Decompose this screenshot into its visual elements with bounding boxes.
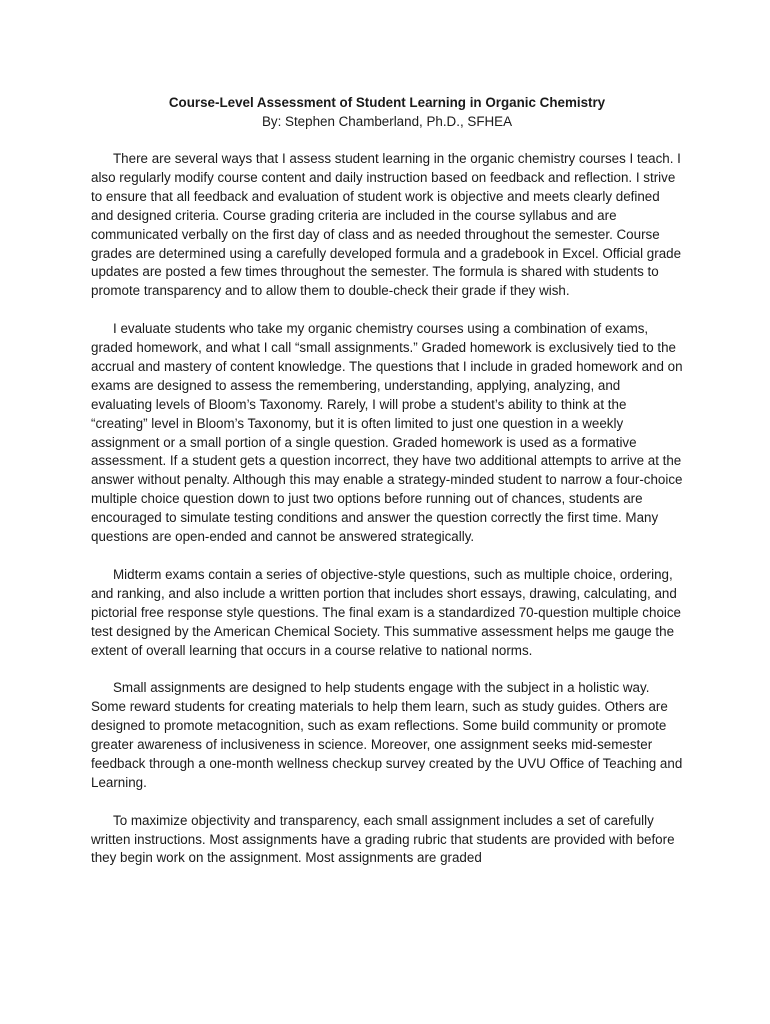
paragraph-objectivity-transparency: To maximize objectivity and transparency, each small assignment includes a set of carefully written instructions. Most assignments have a grading rubric that students are provided with before they begin work on the assignment. Most assignments are graded: [91, 812, 675, 866]
document-page: [91, 93, 683, 887]
paragraph-midterm-exams: Midterm exams contain a series of objective-style questions, such as multiple choice, ordering, and ranking, and also include a written portion that includes short essays, drawing, calculating, and pictorial free response style questions. The final exam is a standardized 70-question multiple choice test designed by the American Chemical Society. This summative assessment helps me gauge the extent of overall learning that occurs in a course relative to national norms.: [91, 566, 682, 658]
paragraph-evaluation-methods: I evaluate students who take my organic chemistry courses using a combination of exams, graded homework, and what I call “small assignments.” Graded homework is exclusively tied to the accrual and mastery of content knowledge. The questions that I include in graded homework and on exams are designed to assess the remembering, understanding, applying, analyzing, and evaluating levels of Bloom’s Taxonomy. Rarely, I will probe a student’s ability to think at the “creating” level in Bloom’s Taxonomy, but it is often limited to just one question in a weekly assignment or a small portion of a single question. Graded homework is used as a formative assessment. If a student gets a question incorrect, they have two additional attempts to arrive at the answer without penalty. Although this may enable a strategy-minded student to narrow a four-choice multiple choice question down to just two options before running out of chances, students are encouraged to simulate testing conditions and answer the question correctly the first time. Many questions are open-ended and cannot be answered strategically.: [91, 321, 683, 545]
author-byline: By: Stephen Chamberland, Ph.D., SFHEA: [261, 114, 513, 129]
paragraph-small-assignments: Small assignments are designed to help students engage with the subject in a holistic way. Some reward students for creating materials to help them learn, such as study guides. Others are designed to promote metacognition, such as exam reflections. Some build community or promote greater awareness of inclusiveness in science. Moreover, one assignment seeks mid-semester feedback through a one-month wellness checkup survey created by the UVU Office of Teaching and Learning.: [91, 680, 683, 790]
document-title: Course-Level Assessment of Student Learning in Organic Chemistry: [168, 95, 606, 110]
paragraph-assessment-overview: There are several ways that I assess student learning in the organic chemistry courses I teach. I also regularly modify course content and daily instruction based on feedback and reflection. I strive to ensure that all feedback and evaluation of student work is objective and meets clearly defined and designed criteria. Course grading criteria are included in the course syllabus and are communicated verbally on the first day of class and as needed throughout the semester. Course grades are determined using a carefully developed formula and a gradebook in Excel. Official grade updates are posted a few times throughout the semester. The formula is shared with students to promote transparency and to allow them to double-check their grade if they wish.: [91, 151, 682, 299]
